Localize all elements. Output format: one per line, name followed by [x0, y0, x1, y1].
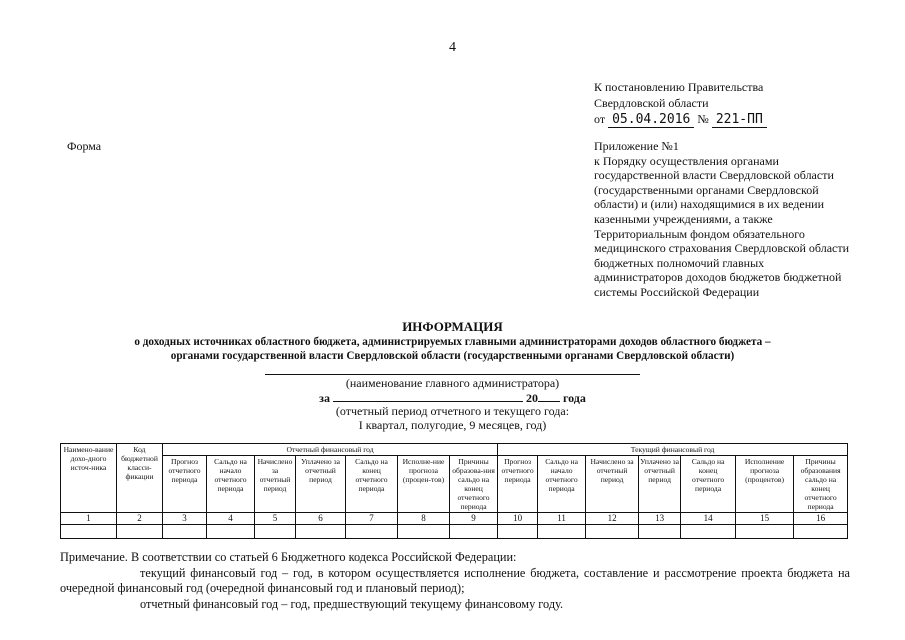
document-title: ИНФОРМАЦИЯ: [402, 319, 503, 334]
table-empty-row: [61, 525, 848, 539]
empty-cell: [639, 525, 681, 539]
column-number: 1: [61, 513, 117, 525]
decree-reference: [594, 79, 894, 128]
empty-cell: [117, 525, 163, 539]
column-number: 8: [398, 513, 450, 525]
decree-number: 221-ПП: [712, 112, 767, 128]
empty-cell: [498, 525, 538, 539]
decree-date: 05.04.2016: [608, 112, 694, 128]
col-header-reporting-reasons: Причины образова-ния сальдо на конец отчетного периода: [450, 456, 498, 513]
empty-cell: [346, 525, 398, 539]
col-header-current-execution: Исполнение прогноза (процентов): [736, 456, 794, 513]
document-subtitle: [60, 335, 845, 363]
column-number: 12: [586, 513, 639, 525]
col-header-current-reasons: Причины образования сальдо на конец отчетного периода: [794, 456, 848, 513]
decree-from-label: от: [594, 112, 606, 126]
decree-date-line: [594, 111, 894, 128]
empty-cell: [681, 525, 736, 539]
admin-name-label: (наименование главного администратора): [345, 376, 560, 390]
col-header-reporting-accrued: Начислено за отчетный период: [255, 456, 296, 513]
empty-cell: [586, 525, 639, 539]
admin-name-blank: [265, 374, 640, 375]
note-current-year-definition: текущий финансовый год – год, в котором осуществляется исполнение бюджета, составление и рассмотрение проекта бюджета на очередной финансовый год (очередной финансовый год и плановый период);: [60, 565, 850, 595]
za-label: за: [319, 391, 330, 405]
column-number: 13: [639, 513, 681, 525]
col-header-reporting-balance-end: Сальдо на конец отчетного периода: [346, 456, 398, 513]
col-header-current-accrued: Начислено за отчетный период: [586, 456, 639, 513]
col-header-current-paid: Уплачено за отчетный период: [639, 456, 681, 513]
appendix-title: Приложение №1: [594, 139, 679, 153]
col-header-current-forecast: Прогноз отчетного периода: [498, 456, 538, 513]
decree-number-label: №: [697, 112, 709, 126]
empty-cell: [61, 525, 117, 539]
table-group-header-row: [61, 444, 848, 456]
group-header-reporting: Отчетный финансовый год: [163, 444, 498, 456]
note-reporting-year-definition: отчетный финансовый год – год, предшествующий текущему финансовому году.: [140, 596, 564, 611]
note-block: [60, 550, 850, 612]
empty-cell: [255, 525, 296, 539]
column-number: 5: [255, 513, 296, 525]
column-number: 3: [163, 513, 207, 525]
column-number: 4: [207, 513, 255, 525]
note-intro: Примечание. В соответствии со статьей 6 Бюджетного кодекса Российской Федерации:: [60, 550, 517, 564]
col-header-name: Наимено-вание дохо-дного источ-ника: [61, 444, 117, 513]
empty-cell: [207, 525, 255, 539]
period-blank: [333, 390, 523, 402]
column-number: 10: [498, 513, 538, 525]
column-number-row: [61, 513, 848, 525]
empty-cell: [296, 525, 346, 539]
empty-cell: [538, 525, 586, 539]
page-number: 4: [449, 40, 456, 55]
period-label-line-2: I квартал, полугодие, 9 месяцев, год): [358, 418, 547, 432]
empty-cell: [398, 525, 450, 539]
period-label-line-1: (отчетный период отчетного и текущего года:: [335, 404, 570, 418]
col-header-code: Код бюджетной класси-фикации: [117, 444, 163, 513]
col-header-reporting-forecast: Прогноз отчетного периода: [163, 456, 207, 513]
column-number: 2: [117, 513, 163, 525]
col-header-reporting-paid: Уплачено за отчетный период: [296, 456, 346, 513]
column-number: 14: [681, 513, 736, 525]
column-number: 16: [794, 513, 848, 525]
col-header-reporting-balance-start: Сальдо на начало отчетного периода: [207, 456, 255, 513]
column-number: 9: [450, 513, 498, 525]
form-label: Форма: [67, 139, 102, 153]
col-header-current-balance-start: Сальдо на начало отчетного периода: [538, 456, 586, 513]
table-column-header-row: [61, 456, 848, 513]
column-number: 15: [736, 513, 794, 525]
decree-line-1: К постановлению Правительства: [594, 80, 764, 94]
empty-cell: [794, 525, 848, 539]
group-header-current: Текущий финансовый год: [498, 444, 848, 456]
column-number: 7: [346, 513, 398, 525]
decree-line-2: Свердловской области: [594, 96, 709, 110]
col-header-reporting-execution: Исполне-ние прогноза (процен-тов): [398, 456, 450, 513]
empty-cell: [736, 525, 794, 539]
year-blank: [538, 390, 560, 402]
year-prefix: 20: [525, 391, 538, 405]
appendix-text: к Порядку осуществления органами государственной власти Свердловской области (государственными органами Свердловской области) и (или) находящимися в их ведении казенными учреждениями, а также Территориальным фондом обязательного медицинского страхования Свердловской области бюджетных полномочий главных администраторов доходов бюджетов бюджетной системы Российской Федерации: [594, 153, 850, 299]
appendix-block: [594, 139, 854, 300]
empty-cell: [163, 525, 207, 539]
column-number: 11: [538, 513, 586, 525]
info-table: [60, 443, 848, 539]
col-header-current-balance-end: Сальдо на конец отчетного периода: [681, 456, 736, 513]
document-subtitle-line-2: органами государственной власти Свердловской области (государственными органами Свердловской области): [170, 350, 735, 362]
empty-cell: [450, 525, 498, 539]
period-label: [0, 404, 905, 432]
column-number: 6: [296, 513, 346, 525]
document-subtitle-line-1: о доходных источниках областного бюджета, администрируемых главными администраторами доходов областного бюджета –: [134, 336, 771, 348]
year-suffix: года: [562, 391, 586, 405]
